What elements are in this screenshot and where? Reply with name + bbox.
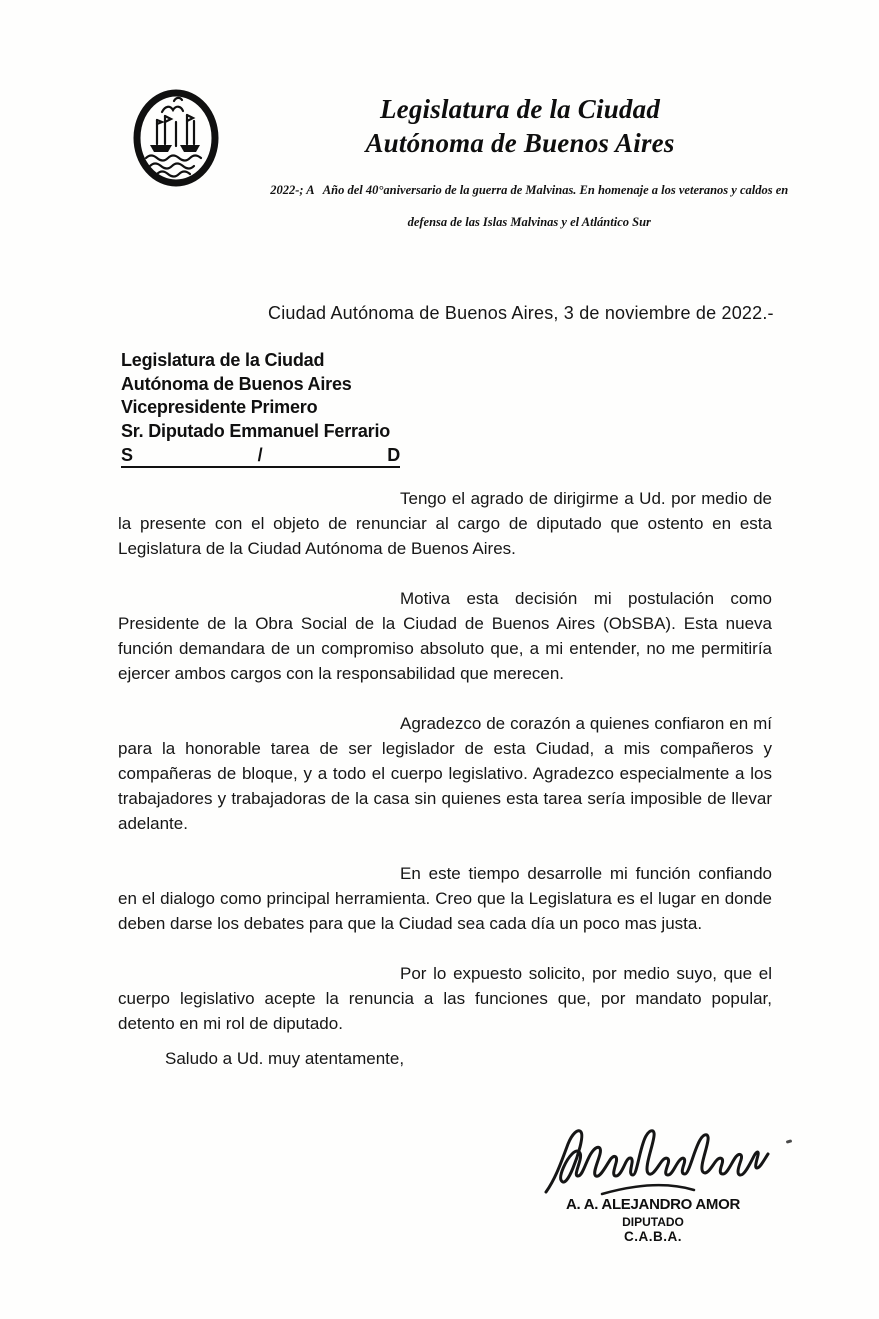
signature-block [553,1196,753,1244]
sd-left: S [121,445,133,465]
s-slash-d-line [121,444,400,468]
motto-line2: defensa de las Islas Malvinas y el Atlántico Sur [407,215,651,229]
handwritten-signature [542,1116,782,1205]
letterhead [270,92,770,160]
addressee-line: Autónoma de Buenos Aires [121,373,352,394]
letterhead-motto [243,166,803,246]
sd-separator: / [257,445,263,465]
letter-paragraph: Tengo el agrado de dirigirme a Ud. por medio de la presente con el objeto de renunciar al cargo de diputado que ostento en esta Legislatura de la Ciudad Autónoma de Buenos Aires. [118,489,772,558]
signatory-title: DIPUTADO [622,1215,684,1229]
signatory-org: C.A.B.A. [624,1229,682,1244]
letter-paragraph: Agradezco de corazón a quienes confiaron en mí para la honorable tarea de ser legislador de esta Ciudad, a mis compañeros y compañeras de bloque, y a todo el cuerpo legislativo. Agradezco especialmente a los trabajadores y trabajadoras de la casa sin quienes esta tarea sería imposible de llevar adelante. [118,714,772,833]
addressee-line: Vicepresidente Primero [121,397,318,417]
addressee-block [121,349,400,468]
signatory-name: A. A. ALEJANDRO AMOR [565,1196,740,1213]
org-name-line2: Autónoma de Buenos Aires [365,128,675,158]
closing-salutation: Saludo a Ud. muy atentamente, [165,1049,405,1068]
letter-paragraph: Por lo expuesto solicito, por medio suyo, que el cuerpo legislativo acepte la renuncia a las funciones que, por mandato popular, detento en mi rol de diputado. [118,964,772,1033]
legislature-seal-icon [132,88,220,188]
addressee-line: Legislatura de la Ciudad [121,350,325,370]
org-name-line1: Legislatura de la Ciudad [379,94,661,124]
letter-paragraph: En este tiempo desarrolle mi función confiando en el dialogo como principal herramienta. Creo que la Legislatura es el lugar en donde deben darse los debates para que la Ciudad sea cada día un poco mas justa. [118,864,772,933]
dateline: Ciudad Autónoma de Buenos Aires, 3 de noviembre de 2022.- [268,303,774,323]
motto-line1: 2022-; A Año del 40°aniversario de la guerra de Malvinas. En homenaje a los veteranos y caldos en [270,183,789,197]
sd-right: D [387,445,400,465]
letter-body [118,486,772,1071]
letter-paragraph: Motiva esta decisión mi postulación como Presidente de la Obra Social de la Ciudad de Buenos Aires (ObSBA). Esta nueva función demandara de un compromiso absoluto que, a mi entender, no me permitiría ejercer ambos cargos con la responsabilidad que merecen. [118,589,772,683]
pen-mark-dot [786,1139,793,1143]
addressee-line: Sr. Diputado Emmanuel Ferrario [121,420,391,441]
